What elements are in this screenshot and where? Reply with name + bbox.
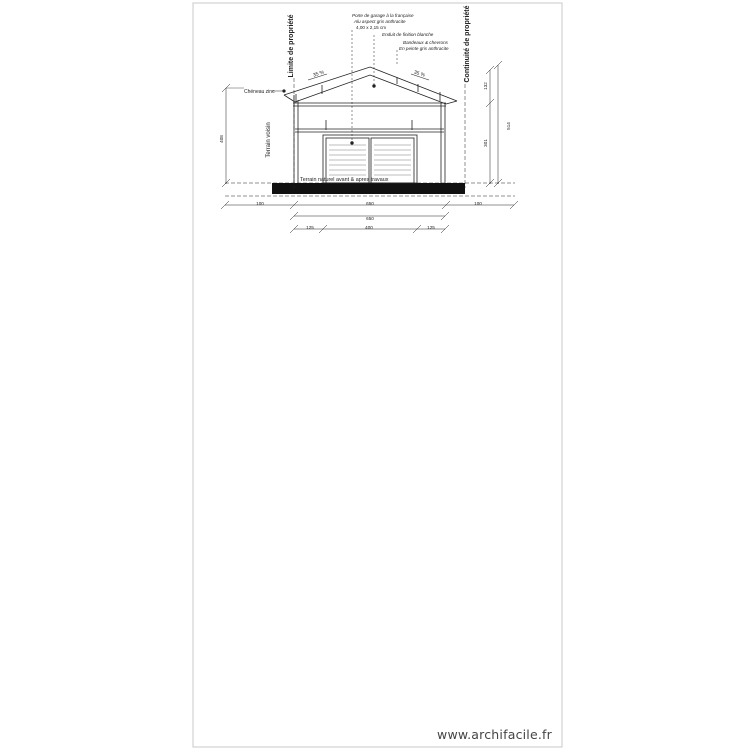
garage-door — [323, 135, 417, 183]
page-frame — [193, 3, 562, 747]
foundation-slab — [272, 183, 465, 194]
overall-dim-middle: 650 — [366, 201, 374, 206]
gutter-leader-dot — [283, 90, 285, 92]
right-wall-part-value: 301 — [483, 139, 488, 147]
fascia-note-line1: Bandeaux & chevrons — [403, 40, 448, 45]
garage-door-label-line3: 4,00 x 2,15 cm — [356, 25, 387, 30]
neighbor-land-label: Terrain voisin — [266, 122, 272, 158]
overall-dim-left: 100 — [256, 201, 264, 206]
gutter-label: Chéneau zinc — [244, 89, 275, 95]
door-row-middle: 400 — [365, 225, 373, 230]
natural-ground-label: Terrain naturel avant & apres travaux — [300, 177, 389, 183]
garage-door-label-line1: Porte de garage à la française — [352, 13, 414, 18]
roof-inner-line — [295, 75, 446, 104]
slope-right-label: 35 % — [412, 69, 426, 79]
property-continuity-right-label: Continuité de propriété — [464, 5, 471, 83]
property-limit-left-label: Limite de propriété — [288, 14, 295, 78]
roof-right-eave — [446, 101, 457, 104]
slope-left-label: 35 % — [312, 69, 326, 79]
door-row-right: 125 — [427, 225, 435, 230]
right-ridge-part-value: 132 — [483, 82, 488, 90]
garage-door-label-line2: Alu aspect gris anthracite — [354, 19, 406, 24]
door-row-left: 125 — [306, 225, 314, 230]
left-height-value: 408 — [219, 135, 224, 143]
building-width-value: 650 — [366, 216, 374, 221]
render-leader-dot — [373, 85, 376, 88]
door-leader-dot — [351, 142, 354, 145]
watermark-text: www.archifacile.fr — [437, 727, 552, 742]
fascia-note-line2: En peinte gris anthracite — [399, 46, 449, 51]
roof-left-eave — [284, 95, 295, 102]
render-note-label: Enduit de finition blanche — [382, 32, 434, 37]
right-total-value: 514 — [506, 122, 511, 130]
roof-outline — [284, 67, 457, 101]
overall-dim-right: 100 — [474, 201, 482, 206]
